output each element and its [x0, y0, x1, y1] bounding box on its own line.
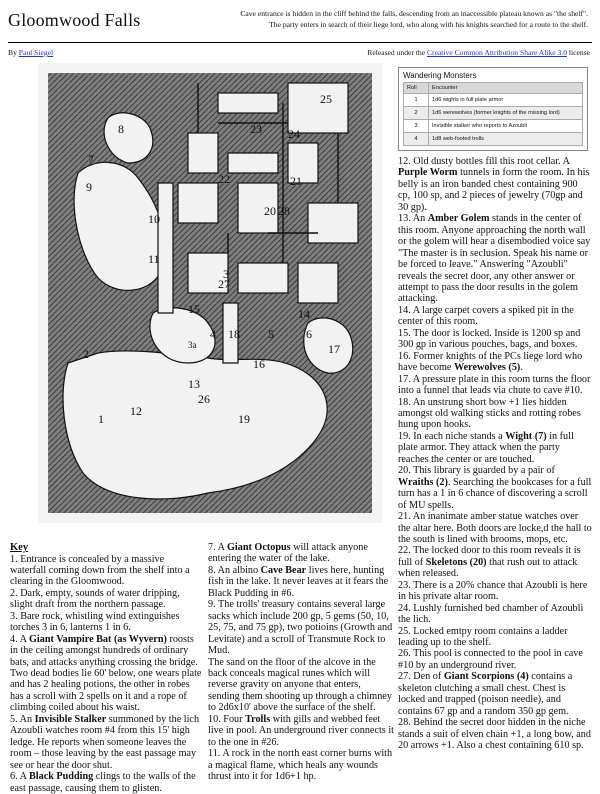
map-label-23: 23	[250, 122, 262, 136]
key-item-8	[208, 565, 394, 599]
map-label-13: 13	[188, 377, 200, 391]
key-item-26: 26. This pool is connected to the pool in cave #10 by an underground river.	[398, 648, 583, 671]
key-item-15: 15. The door is locked. Inside is 1200 sp and 300 gp in various pouches, bags, and boxes.	[398, 327, 581, 351]
key-5-monster: Invisible Stalker	[34, 713, 107, 725]
key-13-rest: stands in the center of this room. Anyone approaching the north wall or the golem will hear a disembodied voice say "The master is in seclusion. Speak his name or be forced to leave." Answering "Azoubli" reveals the secret door, any other answer or attempt to pass the door results in the golem attacking.	[398, 213, 591, 305]
key-item-6	[10, 771, 202, 794]
map-label-16: 16	[253, 357, 265, 371]
key-20-rest: . Searching the bookcases for a full turn has a 1 in 6 chance of discovering a scroll of MU spells.	[398, 476, 592, 511]
roll-cell: 3	[404, 120, 429, 133]
encounter-cell: Invisible stalker who reports to Azoubli	[429, 120, 583, 133]
key-item-27	[398, 671, 592, 717]
map-label-9: 9	[86, 180, 92, 194]
key-6-text: 6. A	[10, 771, 29, 783]
key-4-monster: Giant Vampire Bat (as Wyvern)	[28, 633, 167, 645]
key-item-11: 11. A rock in the north east corner burns with a magical flame, which heals any wounds thrust into it for 1d6+1 hp.	[208, 748, 393, 783]
key-22-rest: that rush out to attack when released.	[398, 556, 578, 580]
map-label-8: 8	[118, 122, 124, 136]
key-item-3: 3. Bare rock, whistling wind extinguishes torches 3 in 6, lanterns 1 in 6.	[10, 610, 180, 634]
wandering-monsters-title: Wandering Monsters	[403, 71, 477, 80]
key-item-1: 1. Entrance is concealed by a massive waterfall coming down from the shelf into a clearing in the Gloomwood.	[10, 553, 190, 588]
key-item-13	[398, 213, 592, 305]
key-8-rest: lives here, hunting fish in the lake. It never leaves at it fears the Black Pudding in #6.	[208, 564, 389, 599]
key-12-rest: tunnels in form the room. In his belly is an iron banded chest containing 900 cp, 100 sp, and 2 pieces of jewelry (70gp and 30 gp).	[398, 167, 590, 213]
key-10-monster: Trolls	[245, 713, 271, 725]
map-label-15: 15	[188, 302, 200, 316]
encounter-cell: 1d8 web-footed trolls	[429, 133, 583, 146]
key-13-text: 13. An	[398, 213, 428, 225]
dungeon-map	[38, 63, 382, 523]
key-6-monster: Black Pudding	[28, 771, 94, 783]
key-item-23: 23. There is a 20% chance that Azoubli is here in his private altar room.	[398, 579, 588, 603]
key-item-21: 21. An inanimate amber statue watches over the altar here. Both doors are locke,d the hall to the south is lined with brooms, mops, etc.	[398, 511, 592, 545]
col-encounter-header: Encounter	[429, 83, 583, 94]
key-10-rest: with gills and webbed feet live in pool. An underground river connects it to the one in #26.	[208, 713, 394, 748]
key-item-9-sand: The sand on the floor of the alcove in the back conceals magical runes which will reverse gravity on anyone that enters, sending them shooting up through a chimney to 2d6x10' above the surface of the shelf.	[208, 656, 392, 714]
table-row	[404, 120, 583, 133]
map-label-7: 7	[88, 152, 94, 166]
key-16-monster: Werewolves (5)	[454, 362, 521, 374]
key-5-rest: summoned by the lich Azoubli watches room #4 from this 15' high ledge. He reports when someone leaves the room – those leaving by the east passage may see or hear the door shut.	[10, 713, 200, 771]
map-label-5: 5	[268, 327, 274, 341]
map-label-1: 1	[98, 412, 104, 426]
key-column-left	[10, 542, 202, 794]
map-label-17: 17	[328, 342, 340, 356]
key-27-monster: Giant Scorpions (4)	[443, 671, 529, 683]
map-label-3: 3	[223, 267, 229, 281]
key-item-18: 18. An unstrung short bow +1 lies hidden amongst old walking sticks and rotting robes hung upon hooks.	[398, 396, 581, 431]
wandering-monsters-table	[398, 67, 588, 151]
key-22-monster: Skeletons (20)	[425, 556, 487, 568]
map-label-6: 6	[306, 327, 312, 341]
encounter-cell: 1d6 werewolves (former knights of the missing lord)	[429, 107, 583, 120]
encounter-cell: 1d6 wights in full plate armor	[429, 94, 583, 107]
key-22-text: 22. The locked door to this room reveals it is full of	[398, 545, 581, 568]
map-label-19: 19	[238, 412, 250, 426]
key-item-24: 24. Lushly furnished bed chamber of Azoubli the lich.	[398, 602, 584, 626]
map-label-2: 2	[83, 347, 89, 361]
key-4-text: 4. A	[10, 633, 29, 645]
key-item-19	[398, 431, 592, 465]
map-label-4: 4	[210, 327, 216, 341]
key-27-text: 27. Den of	[398, 671, 444, 683]
license-suffix: license	[567, 48, 590, 57]
map-label-3a: 3a	[188, 340, 197, 350]
key-item-9: 9. The trolls' treasury contains several large sacks which include 200 gp, 5 gems (50, 10, 25, 75, and 75 gp), two potioins (Growth and Levitate) and a scroll of Transmute Rock to Mud.	[208, 599, 393, 657]
key-item-20	[398, 465, 592, 511]
map-label-26: 26	[198, 392, 210, 406]
header-divider	[8, 42, 592, 43]
map-label-11: 11	[148, 252, 160, 266]
license-link[interactable]: Creative Common Attribution Share Alike 3.0	[426, 48, 568, 57]
key-10-text: 10. Four	[208, 713, 246, 725]
table-header-row	[404, 83, 583, 94]
key-16-text: 16. Former knights of the PCs liege lord who have become	[398, 350, 583, 374]
license-note	[367, 48, 590, 57]
roll-cell: 4	[404, 133, 429, 146]
key-6-rest: clings to the walls of the east passage, causing them to glisten.	[10, 771, 196, 794]
key-7-text: 7. A	[208, 542, 227, 553]
map-label-21: 21	[290, 174, 302, 188]
map-label-10: 10	[148, 212, 160, 226]
key-item-12	[398, 156, 592, 213]
key-item-5	[10, 714, 202, 771]
key-item-14: 14. A large carpet covers a spiked pit in the center of this room.	[398, 304, 574, 328]
key-16-rest: .	[520, 362, 523, 374]
key-19-rest: in full plate armor. They attack when the party reaches the center or are touched.	[398, 430, 574, 465]
key-item-28: 28. Behind the secret door hidden in the niche stands a suit of elven chain +1, a long bow, and 20 arrows +1. Also a chest containing 610 sp.	[398, 717, 591, 752]
roll-cell: 1	[404, 94, 429, 107]
key-20-text: 20. This library is guarded by a pair of	[398, 465, 555, 477]
key-item-4	[10, 634, 202, 714]
key-8-monster: Cave Bear	[260, 564, 307, 576]
byline	[8, 48, 53, 57]
map-label-27: 27	[218, 277, 230, 291]
key-19-text: 19. In each niche stands a	[398, 430, 506, 442]
key-12-text: 12. Old dusty bottles fill this root cellar. A	[398, 156, 570, 167]
key-item-7	[208, 542, 394, 565]
map-label-25: 25	[320, 92, 332, 106]
intro-text	[190, 9, 588, 30]
key-column-middle	[208, 542, 394, 783]
license-prefix: Released under the	[367, 48, 427, 57]
key-19-monster: Wight (7)	[505, 430, 547, 442]
key-27-rest: contains a skeleton clutching a small chest. Chest is locked and trapped (poison needle), and contains 67 gp and a random 350 gp gem.	[398, 671, 573, 717]
key-7-monster: Giant Octopus	[226, 542, 291, 553]
author-link[interactable]: Paul Siegel	[18, 48, 54, 57]
map-label-18: 18	[228, 327, 240, 341]
table-row	[404, 107, 583, 120]
roll-cell: 2	[404, 107, 429, 120]
key-item-22	[398, 545, 592, 579]
key-4-rest: roosts in the ceiling amongst hundreds of ordinary bats, and attacks anything crossing the bridge. Two dead bodies lie 60' below, one wears plate and has 2 healing potions, the other in robes has a scroll with 2 spells on it and a rope of climbing coiled about his waist.	[10, 633, 202, 714]
intro-line-1: Cave entrance is hidden in the cliff behind the falls, descending from an inaccessible plateau known as "the shelf".	[240, 9, 588, 18]
map-label-20: 20	[264, 204, 276, 218]
key-item-16	[398, 351, 592, 374]
key-5-text: 5. An	[10, 713, 35, 725]
key-item-2: 2. Dark, empty, sounds of water dripping, slight draft from the northern passage.	[10, 587, 180, 611]
map-label-24: 24	[288, 127, 300, 141]
key-12-monster: Purple Worm	[398, 167, 458, 179]
col-roll-header: Roll	[404, 83, 429, 94]
page-title: Gloomwood Falls	[8, 10, 141, 30]
key-8-text: 8. An albino	[208, 564, 261, 576]
key-20-monster: Wraiths (2)	[398, 476, 448, 488]
key-13-monster: Amber Golem	[427, 213, 490, 225]
map-label-22: 22	[218, 172, 230, 186]
table-row	[404, 133, 583, 146]
map-label-14: 14	[298, 307, 310, 321]
map-label-28: 28	[278, 204, 290, 218]
table-row	[404, 94, 583, 107]
key-item-25: 25. Locked emtpy room contains a ladder leading up to the shelf.	[398, 625, 568, 649]
encounter-table	[403, 82, 583, 146]
key-heading: Key	[10, 542, 29, 553]
key-column-right	[398, 156, 592, 752]
intro-line-2: The party enters in search of their liege lord, who along with his knights searched for a route to the shelf.	[269, 19, 588, 29]
by-prefix: By	[8, 48, 19, 57]
key-item-17: 17. A pressure plate in this room turns the floor into a funnel that leads via chute to cave #10.	[398, 373, 591, 397]
map-label-12: 12	[130, 404, 142, 418]
key-7-rest: will attack anyone entering the water of the lake.	[208, 542, 368, 565]
key-item-10	[208, 714, 394, 748]
